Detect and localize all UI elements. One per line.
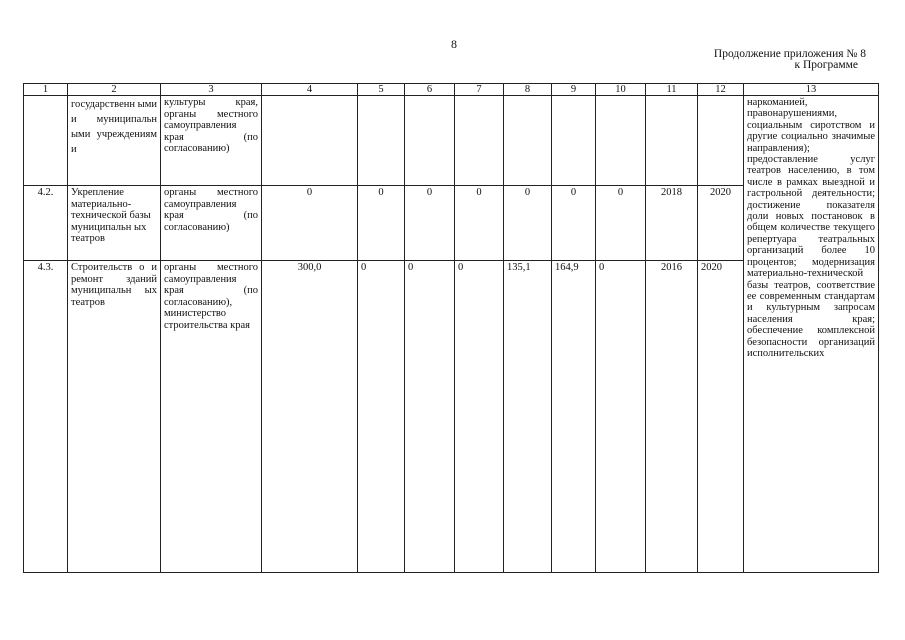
row-value: 300,0 — [262, 261, 358, 573]
header-col-7: 7 — [455, 84, 504, 96]
row-value: 0 — [455, 261, 504, 573]
row-number — [24, 96, 68, 186]
row-value: 0 — [504, 186, 552, 261]
header-col-2: 2 — [68, 84, 161, 96]
header-col-13: 13 — [744, 84, 879, 96]
row-executor: органы местного самоуправления края (по согласованию), министерство строительства края — [161, 261, 262, 573]
header-col-12: 12 — [698, 84, 744, 96]
header-col-9: 9 — [552, 84, 596, 96]
row-value: 0 — [455, 186, 504, 261]
row-value: 0 — [262, 186, 358, 261]
table-row — [24, 96, 879, 186]
row-start-year: 2018 — [646, 186, 698, 261]
header-col-4: 4 — [262, 84, 358, 96]
row-name: государственн ыми и муниципальн ыми учреждениям и — [68, 96, 161, 186]
row-name: Укрепление материально-технической базы муниципальн ых театров — [68, 186, 161, 261]
row-end-year — [698, 96, 744, 186]
header-col-5: 5 — [358, 84, 405, 96]
header-row — [24, 84, 879, 96]
header-col-6: 6 — [405, 84, 455, 96]
row-number: 4.2. — [24, 186, 68, 261]
row-value — [455, 96, 504, 186]
row-value: 0 — [596, 261, 646, 573]
row-number: 4.3. — [24, 261, 68, 573]
row-value: 164,9 — [552, 261, 596, 573]
page-number: 8 — [451, 37, 457, 51]
row-value: 135,1 — [504, 261, 552, 573]
header-col-8: 8 — [504, 84, 552, 96]
row-value — [504, 96, 552, 186]
appendix-line-2: к Программе — [794, 59, 858, 71]
row-value: 0 — [596, 186, 646, 261]
row-value — [552, 96, 596, 186]
row-value — [405, 96, 455, 186]
row-name: Строительств о и ремонт зданий муниципальн ых театров — [68, 261, 161, 573]
row-value — [262, 96, 358, 186]
expected-results: наркоманией, правонарушениями, социальным сиротством и другие социально значимые направления); предоставление услуг театров населению, в том числе в рамках выездной и гастрольной деятельности; достижение показателя доли новых постановок в общем количестве текущего репертуара театральных организаций более 10 процентов; модернизация материально-технической базы театров, соответствие ее современным стандартам и культурным запросам населения края; обеспечение комплексной безопасности организаций исполнительских — [744, 96, 879, 573]
program-table — [23, 83, 879, 573]
row-start-year: 2016 — [646, 261, 698, 573]
row-end-year: 2020 — [698, 261, 744, 573]
header-col-10: 10 — [596, 84, 646, 96]
row-value: 0 — [358, 261, 405, 573]
row-value — [596, 96, 646, 186]
row-start-year — [646, 96, 698, 186]
row-end-year: 2020 — [698, 186, 744, 261]
row-value: 0 — [405, 261, 455, 573]
header-col-3: 3 — [161, 84, 262, 96]
appendix-line-1: Продолжение приложения № 8 — [713, 48, 866, 60]
row-value: 0 — [552, 186, 596, 261]
row-value — [358, 96, 405, 186]
row-value: 0 — [358, 186, 405, 261]
row-executor: культуры края, органы местного самоуправления края (по согласованию) — [161, 96, 262, 186]
appendix-caption — [714, 49, 866, 71]
header-col-11: 11 — [646, 84, 698, 96]
row-executor: органы местного самоуправления края (по согласованию) — [161, 186, 262, 261]
row-value: 0 — [405, 186, 455, 261]
header-col-1: 1 — [24, 84, 68, 96]
